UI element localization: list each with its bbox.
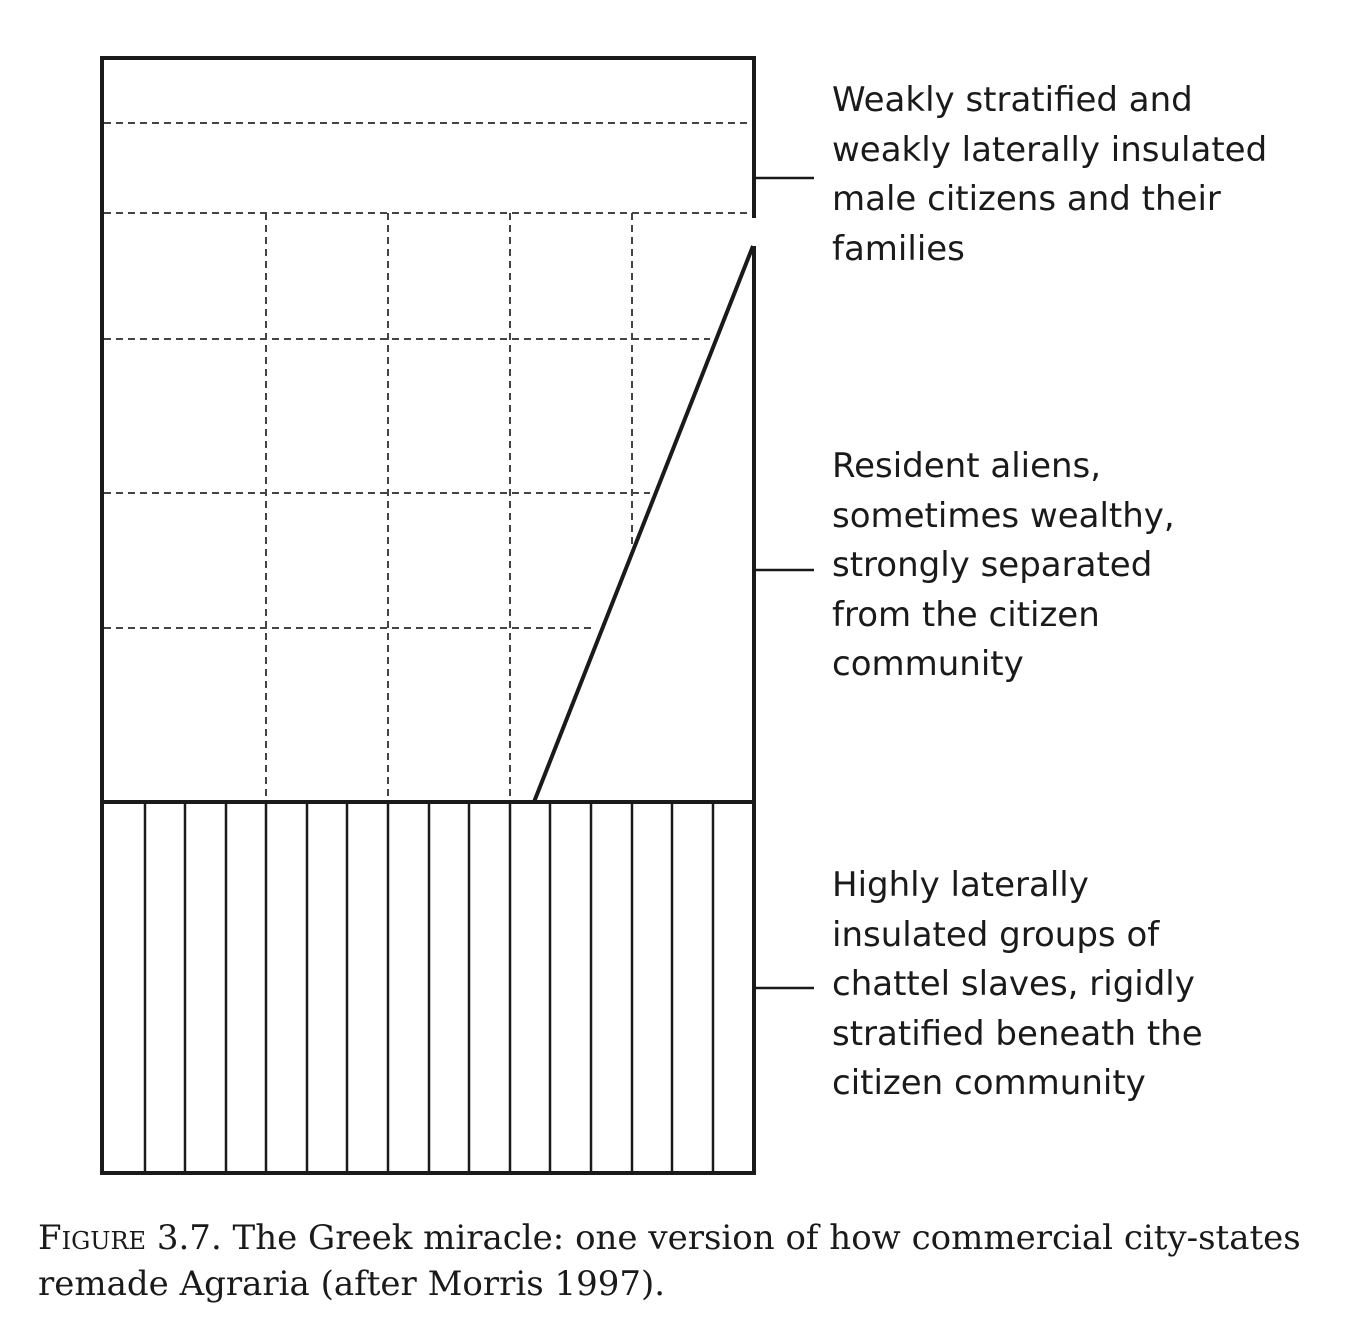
caption-text: The Greek miracle: one version of how commercial city-states remade Agraria (after Morris 1997). bbox=[38, 1218, 1301, 1304]
slaves-label-line: insulated groups of bbox=[832, 914, 1160, 955]
slaves-label-line: stratified beneath the bbox=[832, 1013, 1203, 1054]
aliens-label-line: sometimes wealthy, bbox=[832, 495, 1175, 536]
citizens-label bbox=[832, 76, 1332, 274]
slaves-label-line: Highly laterally bbox=[832, 865, 1089, 905]
citizen-dashed-grid bbox=[104, 123, 752, 801]
figure-number: Figure 3.7. bbox=[38, 1218, 222, 1258]
aliens-label bbox=[832, 442, 1332, 690]
aliens-label-line: Resident aliens, bbox=[832, 446, 1102, 486]
citizens-label-line: families bbox=[832, 228, 965, 269]
figure-caption bbox=[38, 1215, 1348, 1307]
citizens-label-line: male citizens and their bbox=[832, 179, 1221, 219]
slaves-label bbox=[832, 861, 1332, 1109]
slaves-label-line: chattel slaves, rigidly bbox=[832, 964, 1195, 1004]
aliens-label-line: strongly separated bbox=[832, 545, 1153, 585]
aliens-label-line: from the citizen bbox=[832, 594, 1100, 635]
slave-vertical-lines bbox=[145, 802, 713, 1173]
alien-diagonal-line bbox=[534, 246, 753, 802]
citizens-label-line: weakly laterally insulated bbox=[832, 129, 1268, 170]
slaves-label-line: citizen community bbox=[832, 1063, 1146, 1103]
citizens-label-line: Weakly stratified and bbox=[832, 80, 1193, 120]
aliens-label-line: community bbox=[832, 644, 1024, 684]
leader-lines bbox=[756, 178, 814, 988]
